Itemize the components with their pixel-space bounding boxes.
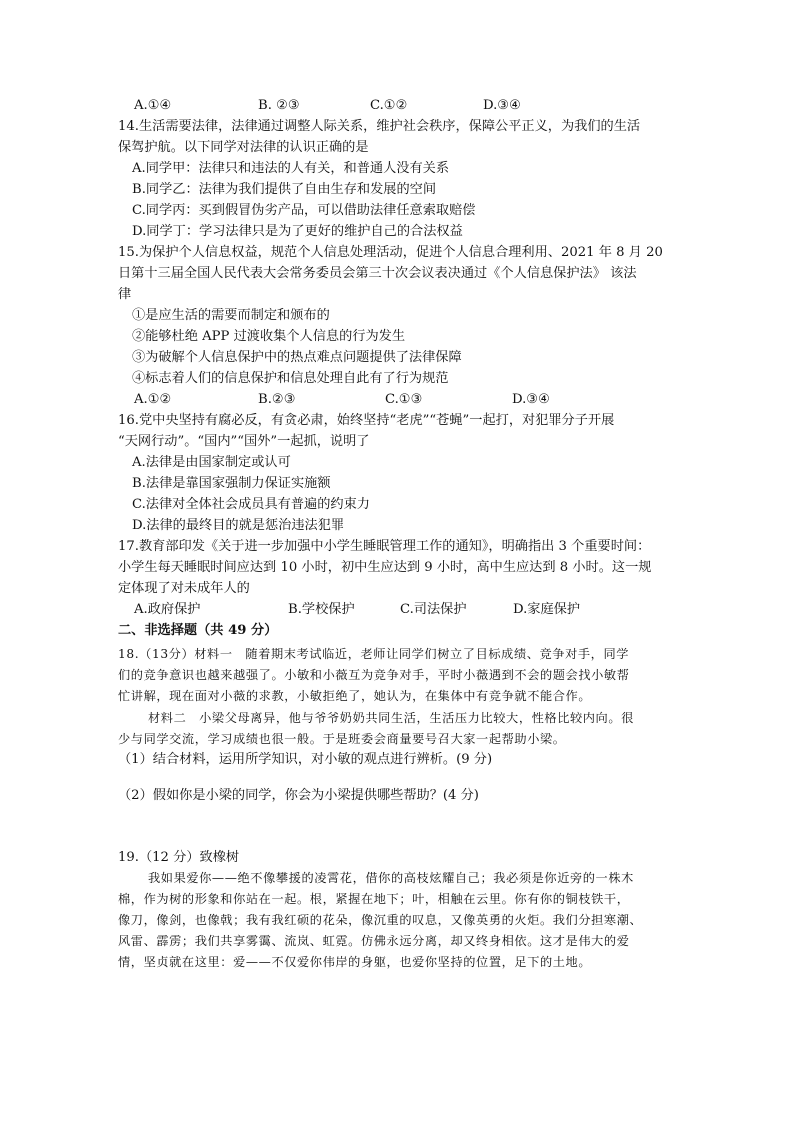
q16-option-b: B.法律是靠国家强制力保证实施额	[132, 476, 331, 491]
q15-stem-line3: 律	[118, 287, 132, 302]
q17-option-a: A.政府保护	[134, 602, 201, 617]
q13-option-d: D.③④	[483, 98, 521, 113]
q16-option-d: D.法律的最终目的就是惩治违法犯罪	[132, 518, 345, 533]
q14-option-d: D.同学丁：学习法律只是为了更好的维护自己的合法权益	[132, 224, 463, 239]
q19-poem-line2: 棉，作为树的形象和你站在一起。根，紧握在地下；叶，相触在云里。你有你的铜枝铁干，	[118, 892, 630, 906]
q17-option-d: D.家庭保护	[513, 602, 581, 617]
q19-poem-line1: 我如果爱你——绝不像攀援的凌霄花，借你的高枝炫耀自己；我必须是你近旁的一株木	[148, 871, 634, 885]
q13-option-c: C.①②	[370, 98, 408, 113]
q16-stem-line2: “天网行动”。“国内”“国外”一起抓，说明了	[118, 434, 370, 449]
q15-item-3: ③为破解个人信息保护中的热点难点问题提供了法律保障	[132, 350, 462, 365]
q17-stem-line3: 定体现了对未成年人的	[118, 581, 250, 596]
q19-poem-line5: 情，坚贞就在这里：爱——不仅爱你伟岸的身躯，也爱你坚持的位置，足下的土地。	[118, 955, 592, 969]
q18-sub2: （2）假如你是小梁的同学，你会为小梁提供哪些帮助？(4 分)	[118, 788, 479, 803]
q15-option-a: A.①②	[134, 392, 172, 407]
q18-material1-line3: 忙讲解，现在面对小薇的求教，小敏拒绝了，她认为，在集体中有竞争就不能合作。	[118, 689, 592, 703]
q16-option-c: C.法律对全体社会成员具有普遍的约束力	[132, 497, 370, 512]
q18-material1-line1: 18.（13分）材料一 随着期末考试临近，老师让同学们树立了目标成绩、竞争对手，同学	[118, 647, 630, 661]
q17-stem-line1: 17.教育部印发《关于进一步加强中小学生睡眠管理工作的通知》，明确指出 3 个重要时间：	[118, 539, 651, 554]
q15-item-1: ①是应生活的需要而制定和颁布的	[132, 308, 330, 323]
q14-stem-line2: 保驾护航。以下同学对法律的认识正确的是	[118, 140, 369, 155]
q18-material2-line1: 材料二 小梁父母离异，他与爷爷奶奶共同生活，生活压力比较大，性格比较内向。很	[148, 711, 634, 725]
q15-stem-line2: 日第十三届全国人民代表大会常务委员会第三十次会议表决通过《个人信息保护法》 该法	[118, 266, 637, 281]
q15-option-c: C.①③	[385, 392, 423, 407]
q13-option-b: B. ②③	[258, 98, 300, 113]
q14-stem-line1: 14.生活需要法律，法律通过调整人际关系，维护社会秩序，保障公平正义，为我们的生活	[118, 119, 641, 134]
q19-poem-line3: 像刀，像剑，也像戟；我有我红硕的花朵，像沉重的叹息，又像英勇的火炬。我们分担寒潮、	[118, 913, 643, 927]
q17-option-c: C.司法保护	[400, 602, 467, 617]
q15-item-2: ②能够杜绝 APP 过渡收集个人信息的行为发生	[132, 329, 406, 344]
section2-title: 二、非选择题（共 49 分）	[118, 623, 278, 638]
q19-poem-line4: 风雷、霹雳；我们共享雾霭、流岚、虹霓。仿佛永远分离，却又终身相依。这才是伟大的爱	[118, 934, 630, 948]
q18-material1-line2: 们的竞争意识也越来越强了。小敏和小薇互为竞争对手，平时小薇遇到不会的题会找小敏帮	[118, 668, 630, 682]
q17-stem-line2: 小学生每天睡眠时间应达到 10 小时，初中生应达到 9 小时，高中生应达到 8 小时。这一规	[118, 560, 652, 575]
q18-sub1: （1）结合材料，运用所学知识，对小敏的观点进行辨析。(9 分)	[118, 752, 493, 767]
q15-stem-line1: 15.为保护个人信息权益，规范个人信息处理活动，促进个人信息合理利用、2021 年 8 月 20	[118, 245, 663, 260]
q15-option-b: B.②③	[258, 392, 296, 407]
q14-option-c: C.同学丙：买到假冒伪劣产品，可以借助法律任意索取赔偿	[132, 203, 476, 218]
q16-option-a: A.法律是由国家制定或认可	[132, 455, 291, 470]
q18-material2-line2: 少与同学交流，学习成绩也很一般。于是班委会商量要号召大家一起帮助小梁。	[118, 732, 566, 746]
q17-option-b: B.学校保护	[288, 602, 355, 617]
q16-stem-line1: 16.党中央坚持有腐必反，有贪必肃，始终坚持“老虎”“苍蝇”一起打，对犯罪分子开展	[118, 413, 615, 428]
q14-option-a: A.同学甲：法律只和违法的人有关，和普通人没有关系	[132, 161, 450, 176]
q13-option-a: A.①④	[134, 98, 172, 113]
q15-item-4: ④标志着人们的信息保护和信息处理自此有了行为规范	[132, 371, 449, 386]
q14-option-b: B.同学乙：法律为我们提供了自由生存和发展的空间	[132, 182, 437, 197]
q19-title: 19.（12 分）致橡树	[118, 850, 240, 865]
q15-option-d: D.③④	[512, 392, 550, 407]
